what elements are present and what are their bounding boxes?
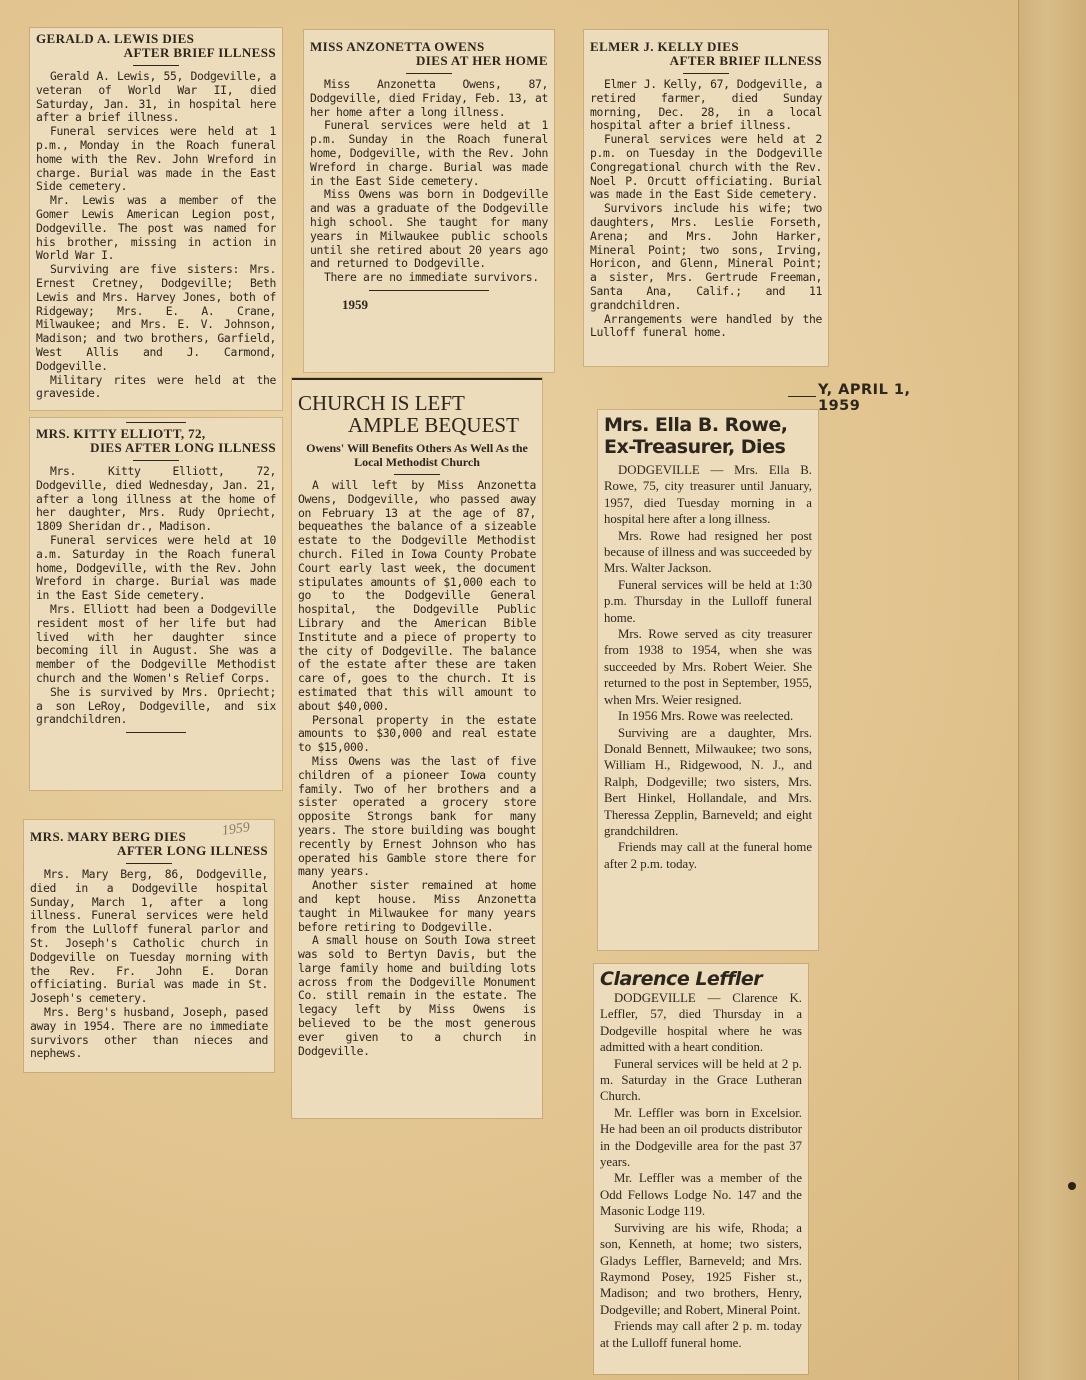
kelly-paragraph: Elmer J. Kelly, 67, Dodgeville, a retired farmer, died Sunday morning, Dec. 28, in a local hospital after a brief illness. (590, 77, 822, 133)
owens-headline-line2: DIES AT HER HOME (416, 53, 548, 68)
scrapbook-page-edge (1018, 0, 1086, 1380)
kelly-headline (590, 40, 822, 68)
lewis-headline-line1: GERALD A. LEWIS DIES (36, 31, 195, 46)
berg-body (30, 868, 268, 1061)
clipping-elliott (30, 418, 282, 790)
owens-paragraph: Miss Owens was born in Dodgeville and was a graduate of the Dodgeville high school. She taught for many years in Milwaukee public schools until she retired about 20 years ago and returned to Dodgeville. (310, 187, 548, 271)
kelly-paragraph: Survivors include his wife; two daughters, Mrs. Leslie Forseth, Arena; and Mrs. John Harker, Mineral Point; two sons, Irving, Horicon, and Glenn, Mineral Point; a sister, Mrs. Gertrude Freeman, Santa Ana, Calif.; and 11 grandchildren. (590, 201, 822, 312)
leffler-headline: Clarence Leffler (600, 968, 763, 990)
kelly-headline-line2: AFTER BRIEF ILLNESS (669, 53, 822, 68)
bequest-subhead: Owens' Will Benefits Others As Well As the Local Methodist Church (306, 441, 528, 469)
lewis-paragraph: Surviving are five sisters: Mrs. Ernest Cretney, Dodgeville; Beth Lewis and Mrs. Harvey Jones, both of Ridgeway; Mrs. E. A. Crane, Milwaukee; and Mrs. E. V. Johnson, Madison; and two brothers, Garfield, West Allis and J. Carmond, Dodgeville. (36, 262, 276, 373)
kelly-body (590, 78, 822, 340)
rowe-body (604, 462, 812, 872)
lewis-paragraph: Military rites were held at the graveside. (36, 372, 276, 401)
elliott-body (36, 465, 276, 727)
bequest-paragraph: A small house on South Iowa street was sold to Bertyn Davis, but the large family home and building lots across from the Dodgeville Monument Co. still remain in the estate. The legacy left by Miss Owens is believed to be the most generous ever given to a church in Dodgeville. (298, 933, 536, 1058)
headline-divider (683, 73, 729, 74)
rowe-paragraph: Mrs. Rowe served as city treasurer from 1938 to 1954, when she was succeeded by Mrs. Robert Weier. She returned to the post in September, 1955, when Mrs. Weier resigned. (604, 627, 812, 707)
berg-paragraph: Mrs. Berg's husband, Joseph, pased away in 1954. There are no immediate survivors other than nieces and nephews. (30, 1004, 268, 1061)
rowe-paragraph: Funeral services will be held at 1:30 p.m. Thursday in the Lulloff funeral home. (604, 577, 812, 625)
clipping-rowe (598, 410, 818, 950)
owens-paragraph: Funeral services were held at 1 p.m. Sunday in the Roach funeral home, Dodgeville, with the Rev. John Wreford in charge. Burial was made in the East Side cemetery. (310, 118, 548, 188)
ink-spot (1068, 1182, 1076, 1190)
owens-headline (310, 40, 548, 68)
elliott-paragraph: She is survived by Mrs. Opriecht; a son LeRoy, Dodgeville, and six grandchildren. (36, 684, 276, 727)
leffler-paragraph: Mr. Leffler was a member of the Odd Fellows Lodge No. 147 and the Masonic Lodge 119. (600, 1171, 802, 1219)
owens-body (310, 78, 548, 285)
rowe-paragraph: DODGEVILLE — Mrs. Ella B. Rowe, 75, city treasurer until January, 1957, died Tuesday morning in a hospital here after a long illness. (604, 463, 812, 527)
bequest-headline (298, 392, 536, 436)
berg-headline-line2: AFTER LONG ILLNESS (117, 843, 268, 858)
kelly-paragraph: Arrangements were handled by the Lulloff funeral home. (590, 311, 822, 340)
owens-paragraph: There are no immediate survivors. (324, 270, 539, 285)
dateline-rule (788, 396, 816, 397)
rowe-paragraph: Mrs. Rowe had resigned her post because of illness and was succeeded by Mrs. Walter Jackson. (604, 528, 812, 576)
elliott-headline-line1: MRS. KITTY ELLIOTT, 72, (36, 426, 206, 441)
headline-divider (126, 863, 172, 864)
lewis-paragraph: Funeral services were held at 1 p.m., Monday in the Roach funeral home with the Rev. John Wreford in charge. Burial was made in the East Side cemetery. (36, 124, 276, 194)
headline-divider (133, 460, 179, 461)
lewis-headline-line2: AFTER BRIEF ILLNESS (123, 45, 276, 60)
lewis-headline (36, 32, 276, 60)
headline-divider (394, 474, 440, 475)
rowe-headline (604, 414, 812, 458)
bottom-divider (126, 732, 186, 733)
rowe-paragraph: In 1956 Mrs. Rowe was reelected. (618, 709, 794, 724)
owens-paragraph: Miss Anzonetta Owens, 87, Dodgeville, died Friday, Feb. 13, at her home after a long illness. (310, 77, 548, 119)
lewis-paragraph: Mr. Lewis was a member of the Gomer Lewis American Legion post, Dodgeville. The post was named for his brother, missing in action in World War I. (36, 193, 276, 263)
owens-year-mark: 1959 (342, 296, 368, 312)
elliott-paragraph: Mrs. Elliott had been a Dodgeville resident most of her life but had lived with her daughter since becoming ill in August. She was a member of the Dodgeville Methodist church and the Women's Relief Corps. (36, 601, 276, 685)
owens-headline-line1: MISS ANZONETTA OWENS (310, 39, 485, 54)
bequest-paragraph: A will left by Miss Anzonetta Owens, Dodgeville, who passed away on February 13 at the age of 87, bequeathes the balance of a sizeable estate to the Dodgeville Methodist church. Filed in Iowa County Probate Court early last week, the document stipulates amounts of $1,000 each to go to the Dodgeville General hospital, the Dodgeville Public Library and the American Bible Institute and a piece of property to the city of Dodgeville. The balance of the estate after these are taken care of, goes to the church. It is estimated that this will amount to about $40,000. (298, 478, 536, 713)
clipping-owens (304, 30, 554, 372)
headline-divider (133, 65, 179, 66)
headline-divider (406, 73, 452, 74)
dateline-text: Y, APRIL 1, 1959 (818, 382, 911, 414)
pencil-year-note: 1959 (221, 820, 251, 839)
leffler-paragraph: Friends may call after 2 p. m. today at the Lulloff funeral home. (600, 1319, 802, 1350)
clipping-kelly (584, 30, 828, 366)
leffler-body (600, 990, 802, 1351)
rowe-headline-line1: Mrs. Ella B. Rowe, (604, 414, 788, 436)
bequest-paragraph: Miss Owens was the last of five children of a pioneer Iowa county family. Two of her brothers and a sister operated a grocery store opposite Strongs bank for many years. The store building was bought recently by Ernest Johnson who has operated his Gamble store there for many years. (298, 753, 536, 879)
top-divider (126, 422, 186, 423)
lewis-paragraph: Gerald A. Lewis, 55, Dodgeville, a veteran of World War II, died Saturday, Jan. 31, in hospital here after a brief illness. (36, 69, 276, 125)
elliott-headline (36, 427, 276, 455)
bequest-paragraph: Personal property in the estate amounts to $30,000 and real estate to $15,000. (298, 712, 536, 755)
leffler-paragraph: Mr. Leffler was born in Excelsior. He had been an oil products distributor in the Dodgeville area for the past 37 years. (600, 1105, 802, 1170)
bequest-headline-line1: CHURCH IS LEFT (298, 391, 465, 415)
berg-paragraph: Mrs. Mary Berg, 86, Dodgeville, died in a Dodgeville hospital Sunday, March 1, after a long illness. Funeral services were held from the Lulloff funeral parlor and St. Joseph's Catholic church in Dodgeville on Tuesday morning with the Rev. Fr. John E. Doran officiating. Burial was made in St. Joseph's cemetery. (30, 867, 268, 1006)
berg-headline-line1: MRS. MARY BERG DIES (30, 829, 187, 844)
rowe-headline-line2: Ex-Treasurer, Dies (604, 436, 786, 458)
clipping-lewis (30, 28, 282, 410)
kelly-paragraph: Funeral services were held at 2 p.m. on Tuesday in the Dodgeville Congregational church with the Rev. Noel P. Orcutt officiating. Burial was made in the East Side cemetery. (590, 132, 822, 202)
clipping-berg (24, 820, 274, 1072)
rowe-paragraph: Friends may call at the funeral home after 2 p.m. today. (604, 840, 812, 871)
rowe-paragraph: Surviving are a daughter, Mrs. Donald Bennett, Milwaukee; two sons, William H., Ridgewood, N. J., and Ralph, Dodgeville; two sisters, Mrs. Bert Hinkel, Hollandale, and Mrs. Theressa Zepplin, Barneveld; and eight grandchildren. (604, 725, 812, 838)
kelly-headline-line1: ELMER J. KELLY DIES (590, 39, 739, 54)
lewis-body (36, 70, 276, 401)
leffler-paragraph: Surviving are his wife, Rhoda; a son, Kenneth, at home; two sisters, Gladys Leffler, Barneveld; and Mrs. Raymond Posey, 1925 Fisher st., Madison; and two brothers, Henry, Dodgeville; and Robert, Mineral Point. (600, 1220, 802, 1317)
elliott-paragraph: Mrs. Kitty Elliott, 72, Dodgeville, died Wednesday, Jan. 21, after a long illness at the home of her daughter, Mrs. Rudy Opriecht, 1809 Sheridan dr., Madison. (36, 464, 276, 534)
clipping-bequest (292, 378, 542, 1118)
leffler-paragraph: DODGEVILLE — Clarence K. Leffler, 57, died Thursday in a Dodgeville hospital where he was admitted with a heart condition. (600, 991, 802, 1055)
elliott-headline-line2: DIES AFTER LONG ILLNESS (90, 440, 276, 455)
elliott-paragraph: Funeral services were held at 10 a.m. Saturday in the Roach funeral home, Dodgeville, with the Rev. John Wreford in charge. Burial was made in the East Side cemetery. (36, 532, 276, 603)
bequest-headline-line2: AMPLE BEQUEST (348, 413, 519, 437)
dateline (818, 382, 958, 414)
clipping-leffler (594, 964, 808, 1374)
bequest-paragraph: Another sister remained at home and kept house. Miss Anzonetta taught in Milwaukee for many years before retiring to Dodgeville. (298, 878, 536, 934)
bequest-body (298, 479, 536, 1058)
bottom-divider (369, 290, 489, 291)
leffler-paragraph: Funeral services will be held at 2 p. m. Saturday in the Grace Lutheran Church. (600, 1056, 802, 1104)
